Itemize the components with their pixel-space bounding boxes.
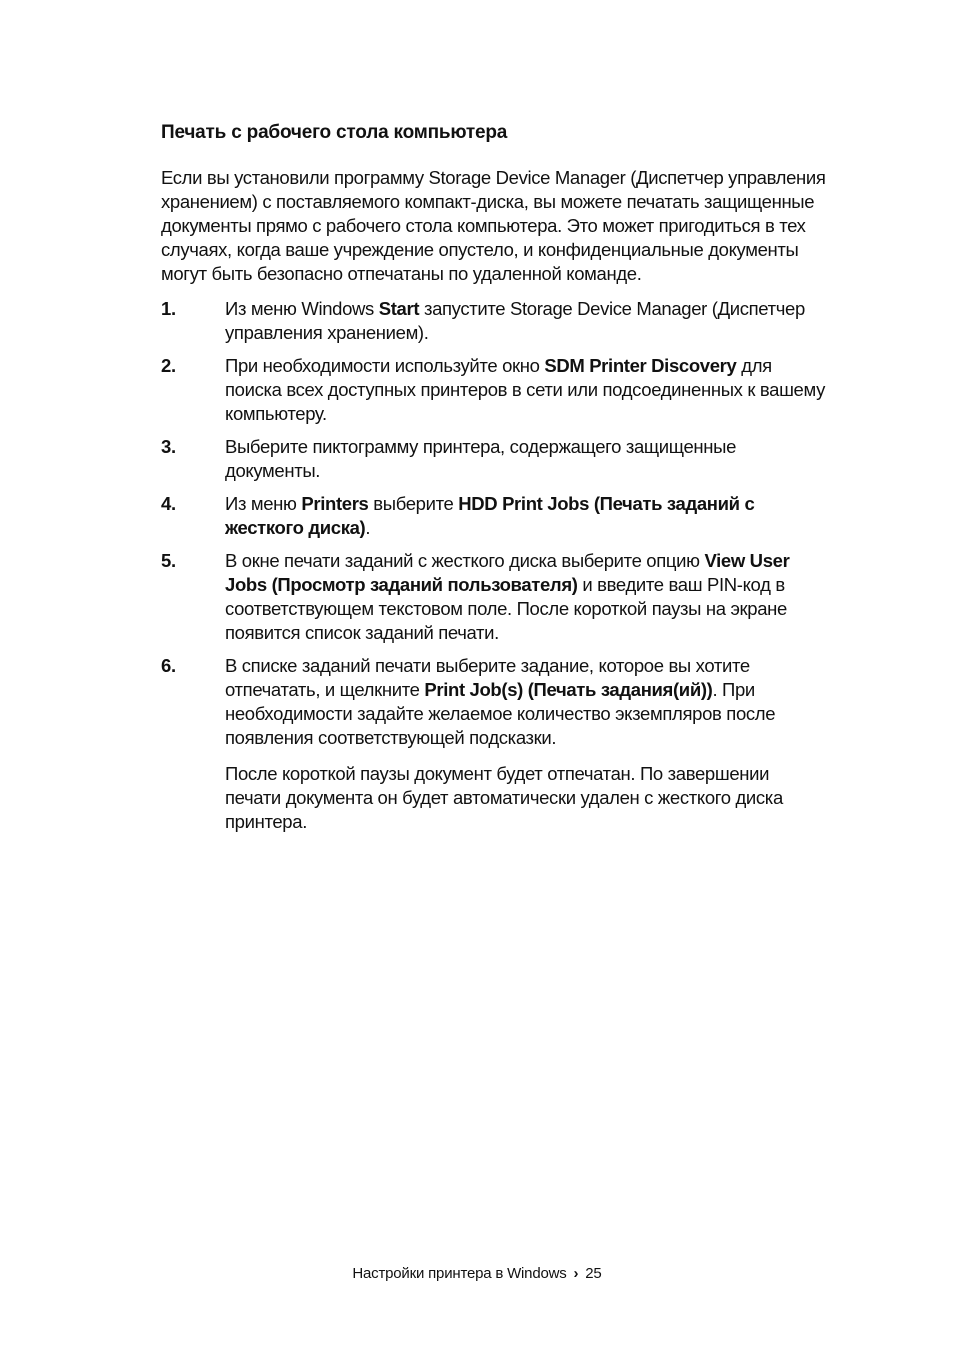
step-text xyxy=(225,298,805,343)
page-footer xyxy=(0,1264,954,1284)
step-bold-term: Print Job(s) (Печать задания(ий)) xyxy=(424,679,713,700)
step-bold-term: Start xyxy=(378,298,420,319)
step-text xyxy=(225,493,754,538)
step-text-run: При необходимости используйте окно xyxy=(225,355,545,376)
step-text-run: и введите ваш PIN-код в соответствующем текстовом поле. После короткой паузы на экране появится список заданий печати. xyxy=(225,574,787,643)
step-item xyxy=(161,297,826,345)
intro-paragraph: Если вы установили программу Storage Device Manager (Диспетчер управления хранением) с поставляемого компакт-диска, вы можете печатать защищенные документы прямо с рабочего стола компьютера. Это может пригодиться в тех случаях, когда ваше учреждение опустело, и конфиденциальные документы могут быть безопасно отпечатаны по удаленной команде. xyxy=(161,167,826,284)
step-text xyxy=(225,436,736,481)
step-item xyxy=(161,654,826,750)
step-item xyxy=(161,354,826,426)
step-text xyxy=(225,655,775,748)
step-text-run: В списке заданий печати выберите задание, которое вы хотите отпечатать, и щелкните xyxy=(225,655,750,700)
section-heading: Печать с рабочего стола компьютера xyxy=(161,122,508,143)
step-text-run: Из меню Windows xyxy=(225,298,379,319)
after-note: После короткой паузы документ будет отпечатан. По завершении печати документа он будет автоматически удален с жесткого диска принтера. xyxy=(225,763,783,832)
step-text-run: В окне печати заданий с жесткого диска выберите опцию xyxy=(225,550,705,571)
step-bold-term: View User Jobs (Просмотр заданий пользователя) xyxy=(225,550,790,595)
step-item xyxy=(161,549,826,645)
step-number: 2. xyxy=(161,355,176,376)
step-text-run: для поиска всех доступных принтеров в сети или подсоединенных к вашему компьютеру. xyxy=(225,355,825,424)
step-bold-term: SDM Printer Discovery xyxy=(544,355,737,376)
step-text-run: . При необходимости задайте желаемое количество экземпляров после появления соответствующей подсказки. xyxy=(225,679,776,748)
footer-page-number: 25 xyxy=(585,1265,602,1282)
step-number: 6. xyxy=(161,655,176,676)
step-text-run: запустите Storage Device Manager (Диспетчер управления хранением). xyxy=(225,298,805,343)
step-number: 3. xyxy=(161,436,176,457)
step-text-run: . xyxy=(365,517,371,538)
step-text xyxy=(225,355,825,424)
step-number: 5. xyxy=(161,550,176,571)
step-text-run: Из меню xyxy=(225,493,302,514)
footer-chapter: Настройки принтера в Windows xyxy=(352,1265,567,1282)
step-bold-term: HDD Print Jobs (Печать заданий с жесткого диска) xyxy=(225,493,755,538)
step-number: 4. xyxy=(161,493,176,514)
page-content xyxy=(161,120,826,834)
footer-separator: › xyxy=(573,1265,579,1282)
step-text-run: Выберите пиктограмму принтера, содержащего защищенные документы. xyxy=(225,436,737,481)
step-text xyxy=(225,550,789,643)
step-number: 1. xyxy=(161,298,176,319)
step-bold-term: Printers xyxy=(301,493,369,514)
step-item xyxy=(161,435,826,483)
step-item xyxy=(161,492,826,540)
steps-list xyxy=(161,297,826,750)
step-text-run: выберите xyxy=(368,493,459,514)
